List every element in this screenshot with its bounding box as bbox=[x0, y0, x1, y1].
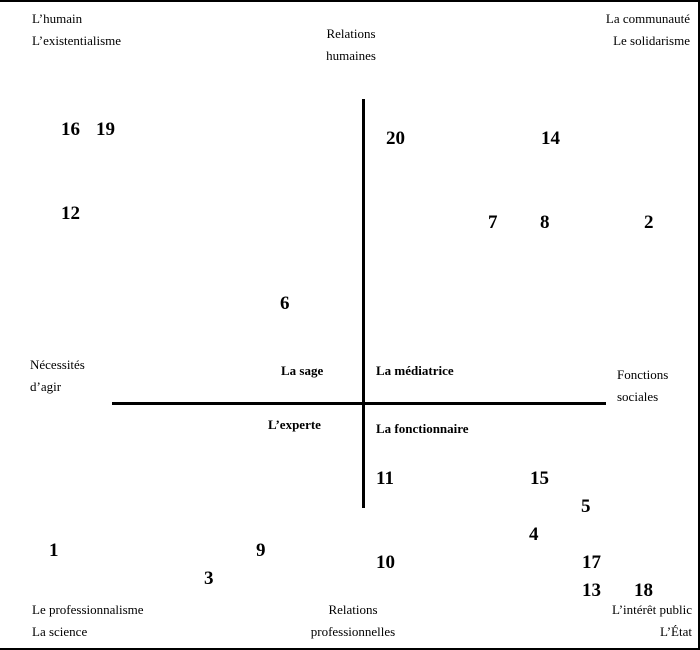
pole-label-line: humaines bbox=[326, 48, 376, 63]
point-label-17: 17 bbox=[582, 552, 601, 573]
pole-label-line: Fonctions bbox=[617, 367, 669, 382]
point-label-18: 18 bbox=[634, 580, 653, 601]
pole-label-bottom-left bbox=[32, 599, 144, 643]
pole-label-line: Relations bbox=[328, 602, 378, 617]
pole-label-line: Le solidarisme bbox=[613, 33, 690, 48]
point-label-14: 14 bbox=[541, 128, 560, 149]
pole-label-line: L’humain bbox=[32, 11, 83, 26]
quadrant-label-sage: La sage bbox=[281, 363, 324, 378]
point-label-15: 15 bbox=[530, 468, 549, 489]
point-label-6: 6 bbox=[280, 293, 290, 314]
point-label-11: 11 bbox=[376, 468, 394, 489]
pole-label-bottom-center bbox=[298, 599, 408, 643]
pole-label-line: Le professionnalisme bbox=[32, 602, 144, 617]
pole-label-line: Relations bbox=[326, 26, 376, 41]
pole-label-top-right bbox=[560, 8, 690, 52]
pole-label-middle-left bbox=[30, 354, 85, 398]
point-label-9: 9 bbox=[256, 540, 266, 561]
point-label-7: 7 bbox=[488, 212, 498, 233]
pole-label-line: d’agir bbox=[30, 379, 62, 394]
point-label-10: 10 bbox=[376, 552, 395, 573]
point-label-3: 3 bbox=[204, 568, 214, 589]
pole-label-line: sociales bbox=[617, 389, 659, 404]
quadrant-label-fonctionnaire: La fonctionnaire bbox=[376, 421, 469, 436]
pole-label-line: L’intérêt public bbox=[611, 602, 692, 617]
point-label-4: 4 bbox=[529, 524, 539, 545]
horizontal-axis bbox=[112, 402, 606, 405]
pole-label-line: professionnelles bbox=[310, 624, 396, 639]
point-label-13: 13 bbox=[582, 580, 601, 601]
point-label-16: 16 bbox=[61, 119, 80, 140]
pole-label-middle-right bbox=[617, 364, 668, 408]
pole-label-bottom-right bbox=[570, 599, 692, 643]
point-label-5: 5 bbox=[581, 496, 591, 517]
point-label-12: 12 bbox=[61, 203, 80, 224]
point-label-1: 1 bbox=[49, 540, 59, 561]
point-label-2: 2 bbox=[644, 212, 654, 233]
pole-label-top-left bbox=[32, 8, 121, 52]
quadrant-label-mediatrice: La médiatrice bbox=[376, 363, 454, 378]
pole-label-line: L’existentialisme bbox=[32, 33, 122, 48]
point-label-8: 8 bbox=[540, 212, 550, 233]
pole-label-line: La communauté bbox=[605, 11, 690, 26]
pole-label-line: L’État bbox=[659, 624, 692, 639]
vertical-axis bbox=[362, 99, 365, 508]
pole-label-line: Nécessités bbox=[30, 357, 85, 372]
point-label-19: 19 bbox=[96, 119, 115, 140]
pole-label-top-center bbox=[300, 23, 402, 67]
quadrant-label-experte: L’experte bbox=[268, 417, 321, 432]
pole-label-line: La science bbox=[32, 624, 88, 639]
point-label-20: 20 bbox=[386, 128, 405, 149]
